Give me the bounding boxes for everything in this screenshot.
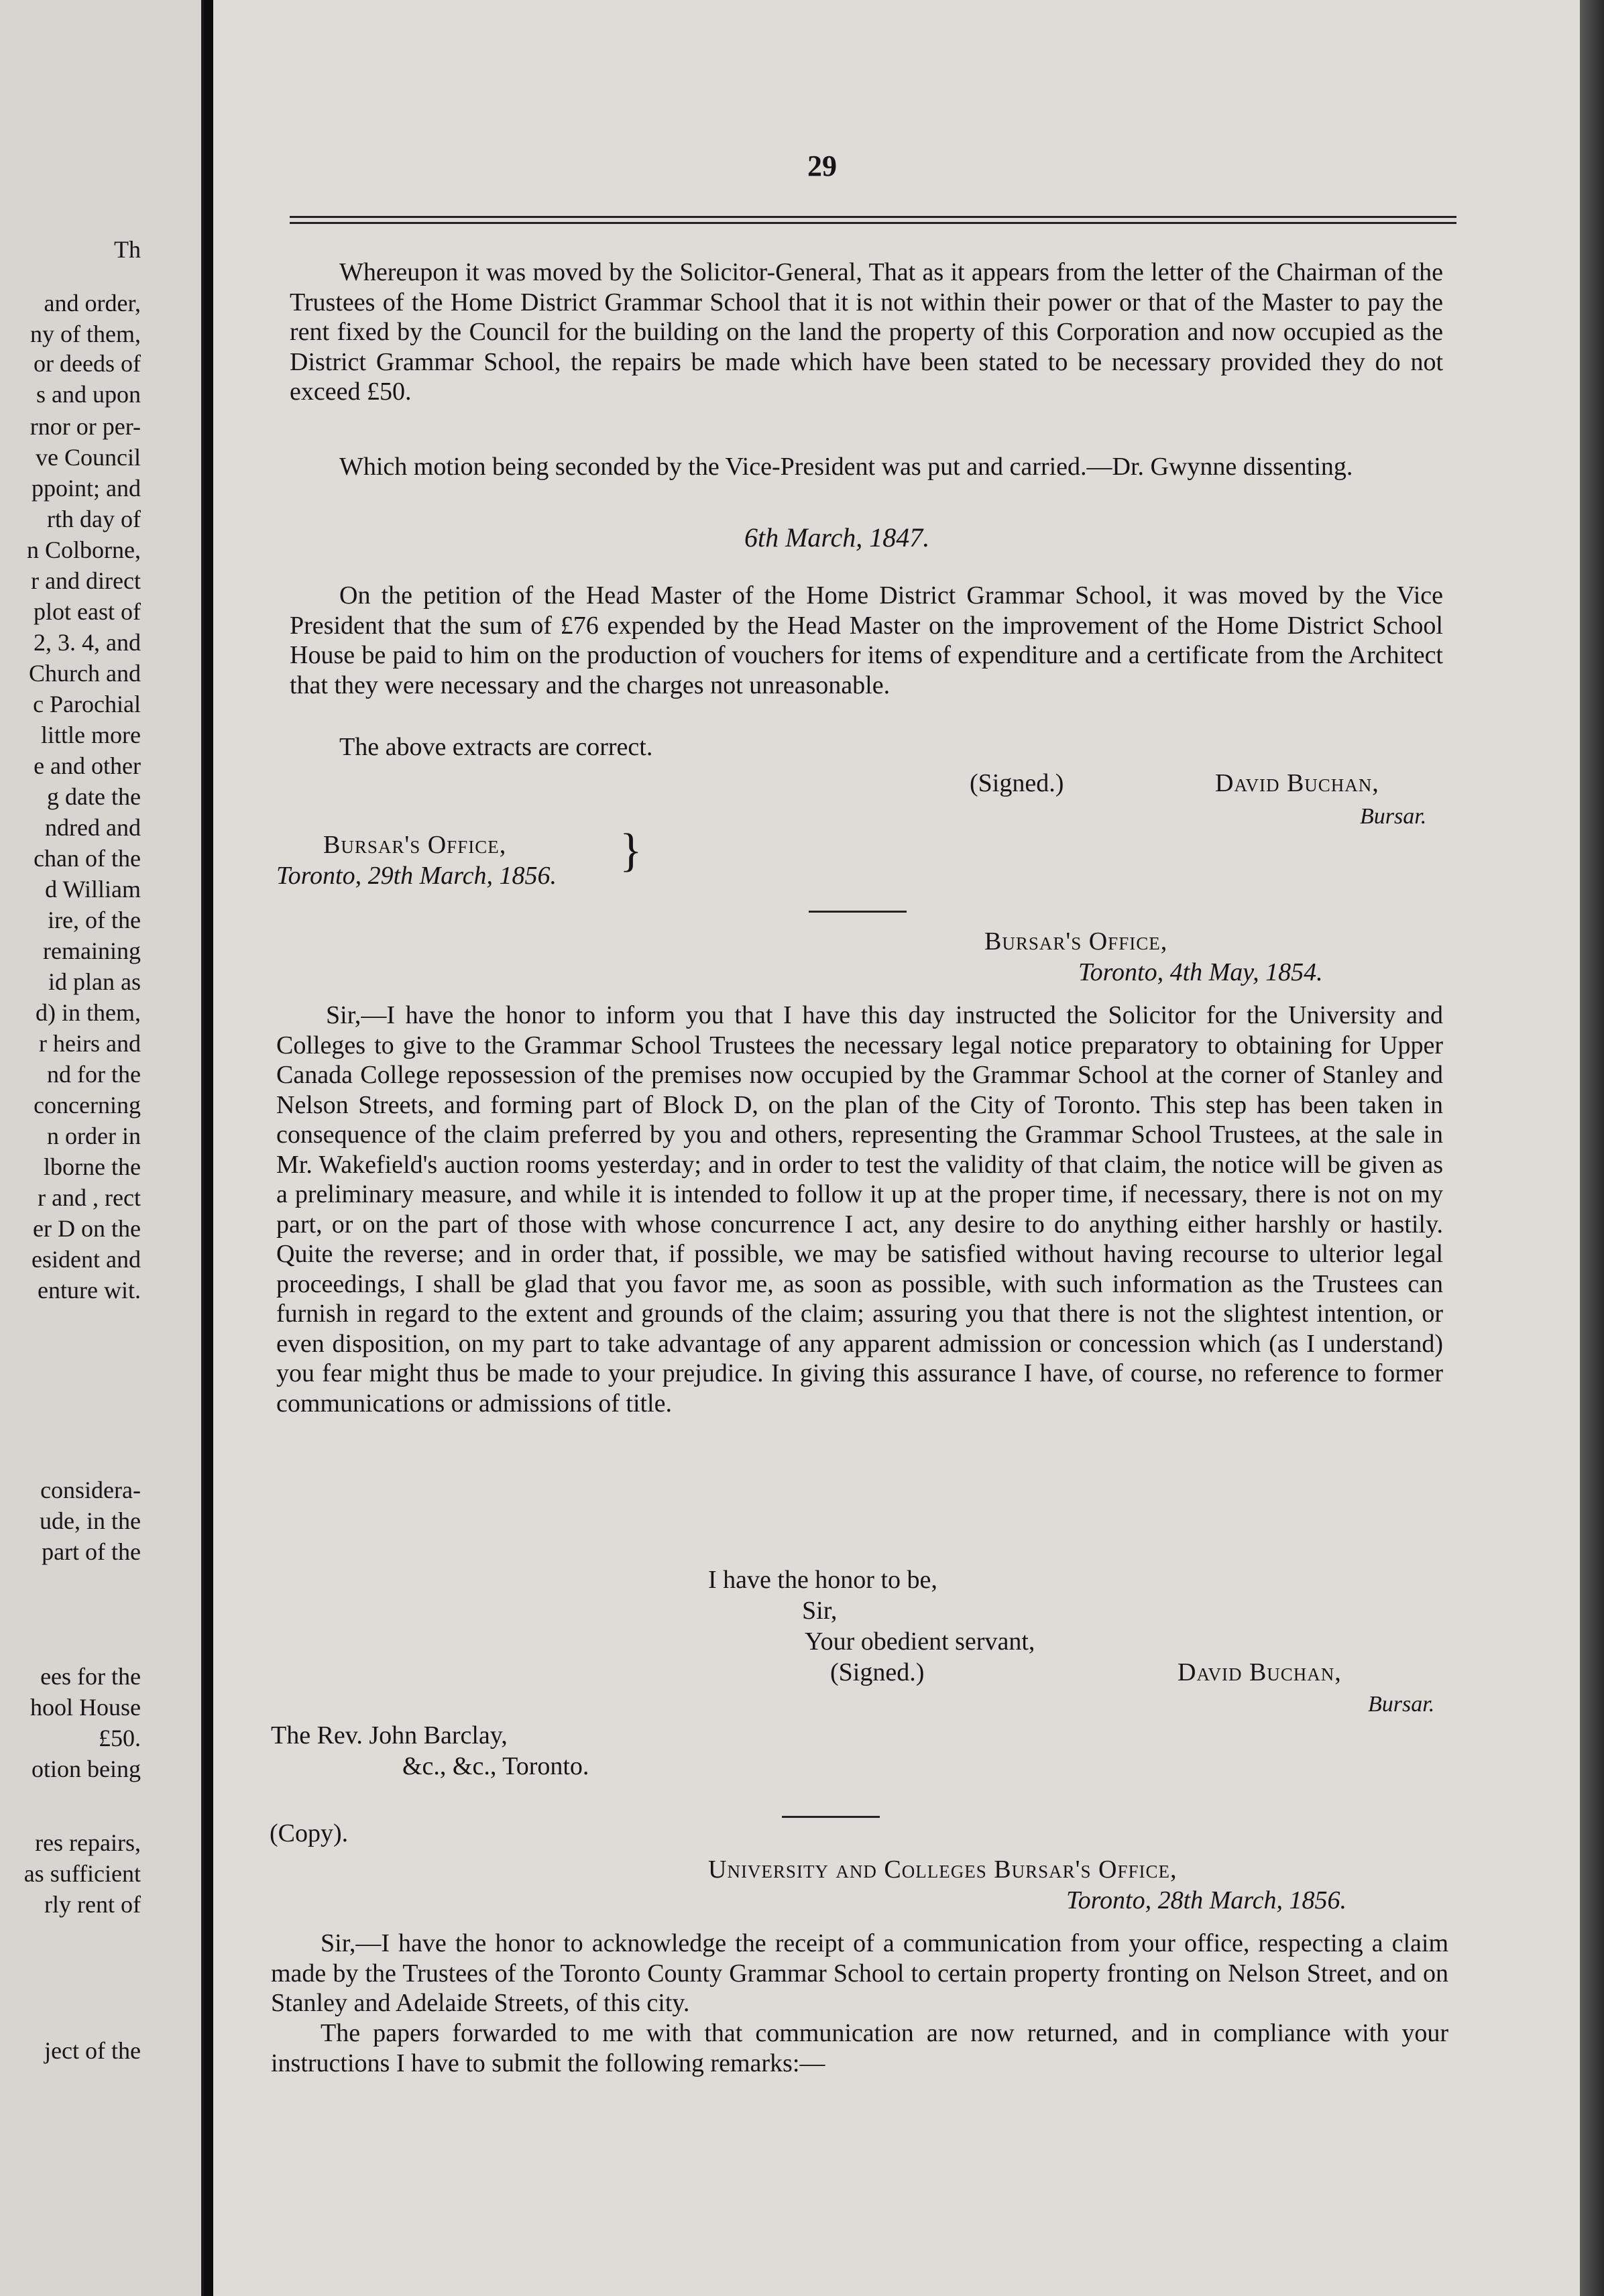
left-page-line: n order in — [47, 1123, 141, 1149]
left-page-line: s and upon — [36, 381, 141, 408]
left-page-line: rly rent of — [44, 1891, 141, 1918]
left-page-line: ject of the — [44, 2037, 141, 2064]
left-page-line: Th — [114, 236, 141, 263]
closing-line-2: Sir, — [802, 1597, 838, 1625]
university-bursar-office: University and Colleges Bursar's Office, — [708, 1855, 1178, 1884]
left-page-line: res repairs, — [35, 1829, 141, 1856]
left-page-line: r and direct — [31, 567, 141, 594]
gutter — [204, 0, 213, 2296]
extracts-note: The above extracts are correct. — [339, 733, 653, 761]
left-page-line: little more — [41, 722, 141, 748]
left-page-line: hool House — [30, 1694, 141, 1721]
left-page-line: ny of them, — [30, 321, 141, 347]
petition-paragraph: On the petition of the Head Master of the Home District Grammar School, it was moved by the Vice President that the sum of £76 expended by the Head Master on the improvement of the Home District School House be paid to him on the production of vouchers for items of expenditure and a certificate from the Architect that they were necessary and the charges not unreasonable. — [290, 581, 1443, 699]
left-page-line: enture wit. — [38, 1277, 141, 1304]
signed-label-1: (Signed.) — [970, 769, 1064, 797]
page-number: 29 — [807, 150, 837, 182]
left-page-fragment — [0, 0, 201, 2296]
separator-rule-2 — [782, 1816, 880, 1818]
left-page-line: chan of the — [34, 845, 141, 872]
brace-icon: } — [620, 825, 642, 876]
left-page-line: c Parochial — [33, 691, 141, 718]
letter-1856-paragraph-2: The papers forwarded to me with that communication are now returned, and in compliance with your instructions I have to submit the following remarks:— — [271, 2019, 1448, 2077]
header-rule-bottom — [290, 222, 1456, 224]
header-rule-top — [290, 216, 1456, 218]
letter-1856-paragraph-1: Sir,—I have the honor to acknowledge the receipt of a communication from your office, respecting a claim made by the Trustees of the Toronto County Grammar School to certain property fronting on Nelson Street, and on Stanley and Adelaide Streets, of this city. — [271, 1929, 1448, 2017]
left-page-line: ude, in the — [40, 1507, 141, 1534]
left-page-line: d William — [45, 876, 141, 903]
signed-label-2: (Signed.) — [830, 1658, 925, 1686]
separator-rule-1 — [809, 911, 907, 913]
left-page-line: concerning — [34, 1092, 141, 1118]
copy-label: (Copy). — [270, 1819, 349, 1847]
toronto-date-1854: Toronto, 4th May, 1854. — [1078, 958, 1323, 986]
left-page-line: rnor or per- — [30, 413, 141, 440]
left-page-line: 2, 3. 4, and — [34, 629, 141, 656]
left-page-line: ees for the — [40, 1663, 141, 1690]
left-page-line: ve Council — [36, 444, 141, 471]
left-page-line: id plan as — [48, 968, 141, 995]
left-page-line: ndred and — [45, 814, 141, 841]
left-page-line: er D on the — [33, 1215, 141, 1242]
signer-name-1: David Buchan, — [1215, 769, 1379, 797]
left-page-line: ppoint; and — [32, 475, 141, 502]
bursar-office-1856: Bursar's Office, — [323, 831, 507, 859]
recipient-address: &c., &c., Toronto. — [402, 1752, 589, 1780]
left-page-line: d) in them, — [36, 999, 141, 1026]
left-page-line: and order, — [44, 290, 141, 317]
left-page-line: lborne the — [44, 1153, 141, 1180]
left-page-line: or deeds of — [34, 350, 141, 377]
toronto-date-1856: Toronto, 29th March, 1856. — [276, 862, 557, 890]
left-page-line: as sufficient — [23, 1860, 141, 1887]
left-page-line: considera- — [40, 1477, 141, 1503]
left-page-line: ire, of the — [48, 907, 141, 933]
signer-name-2: David Buchan, — [1178, 1658, 1342, 1686]
left-page-line: r heirs and — [39, 1030, 141, 1057]
closing-line-3: Your obedient servant, — [805, 1627, 1035, 1656]
toronto-date-1856-b: Toronto, 28th March, 1856. — [1066, 1886, 1347, 1914]
seconded-paragraph: Which motion being seconded by the Vice-President was put and carried.—Dr. Gwynne dissenting. — [339, 453, 1353, 481]
left-page-line: part of the — [42, 1538, 141, 1565]
left-page-line: Church and — [29, 660, 141, 687]
left-page-line: remaining — [43, 937, 141, 964]
left-page-line: nd for the — [47, 1061, 141, 1088]
left-page-line: e and other — [34, 752, 141, 779]
left-page-line: esident and — [32, 1246, 141, 1273]
left-page-line: n Colborne, — [27, 536, 141, 563]
letter-1854-body: Sir,—I have the honor to inform you that I have this day instructed the Solicitor for the University and Colleges to give to the Grammar School Trustees the necessary legal notice preparatory to obtaining for Upper Canada College repossession of the premises now occupied by the Grammar School at the corner of Stanley and Nelson Streets, and forming part of Block D, on the plan of the City of Toronto. This step has been taken in consequence of the claim preferred by you and others, representing the Grammar School Trustees, at the sale in Mr. Wakefield's auction rooms yesterday; and in order to test the validity of that claim, the notice will be given as a preliminary measure, and while it is intended to follow it up at the proper time, if necessary, there is not on my part, or on the part of those with whose concurrence I act, any desire to do anything either harshly or hastily. Quite the reverse; and in order that, if possible, we may be satisfied without having recourse to ulterior legal proceedings, I shall be glad that you favor me, as soon as possible, with such information as the Trustees can furnish in regard to the extent and grounds of the claim; assuring you that there is not the slightest intention, or even disposition, on my part to take advantage of any apparent admission or concession which (as I understand) you fear might thus be made to your prejudice. In giving this assurance I have, of course, no reference to former communications or admissions of title. — [276, 1001, 1443, 1418]
signer-title-1: Bursar. — [1360, 804, 1427, 829]
closing-line-1: I have the honor to be, — [708, 1566, 937, 1594]
left-page-line: r and , rect — [38, 1184, 141, 1211]
left-page-line: otion being — [32, 1756, 141, 1782]
recipient-name: The Rev. John Barclay, — [271, 1721, 508, 1749]
left-page-line: g date the — [47, 783, 141, 810]
left-page-line: plot east of — [34, 598, 141, 625]
motion-paragraph: Whereupon it was moved by the Solicitor-General, That as it appears from the letter of the Chairman of the Trustees of the Home District Grammar School that it is not within their power or that of the Master to pay the rent fixed by the Council for the building on the land the property of this Corporation and now occupied as the District Grammar School, the repairs be made which have been stated to be necessary provided they do not exceed £50. — [290, 258, 1443, 406]
date-1847: 6th March, 1847. — [744, 522, 930, 553]
left-page-line: rth day of — [47, 506, 141, 532]
left-page-line: £50. — [99, 1725, 141, 1752]
signer-title-2: Bursar. — [1368, 1692, 1435, 1717]
bursar-office-1854: Bursar's Office, — [984, 927, 1168, 956]
page-edge — [1580, 0, 1604, 2296]
